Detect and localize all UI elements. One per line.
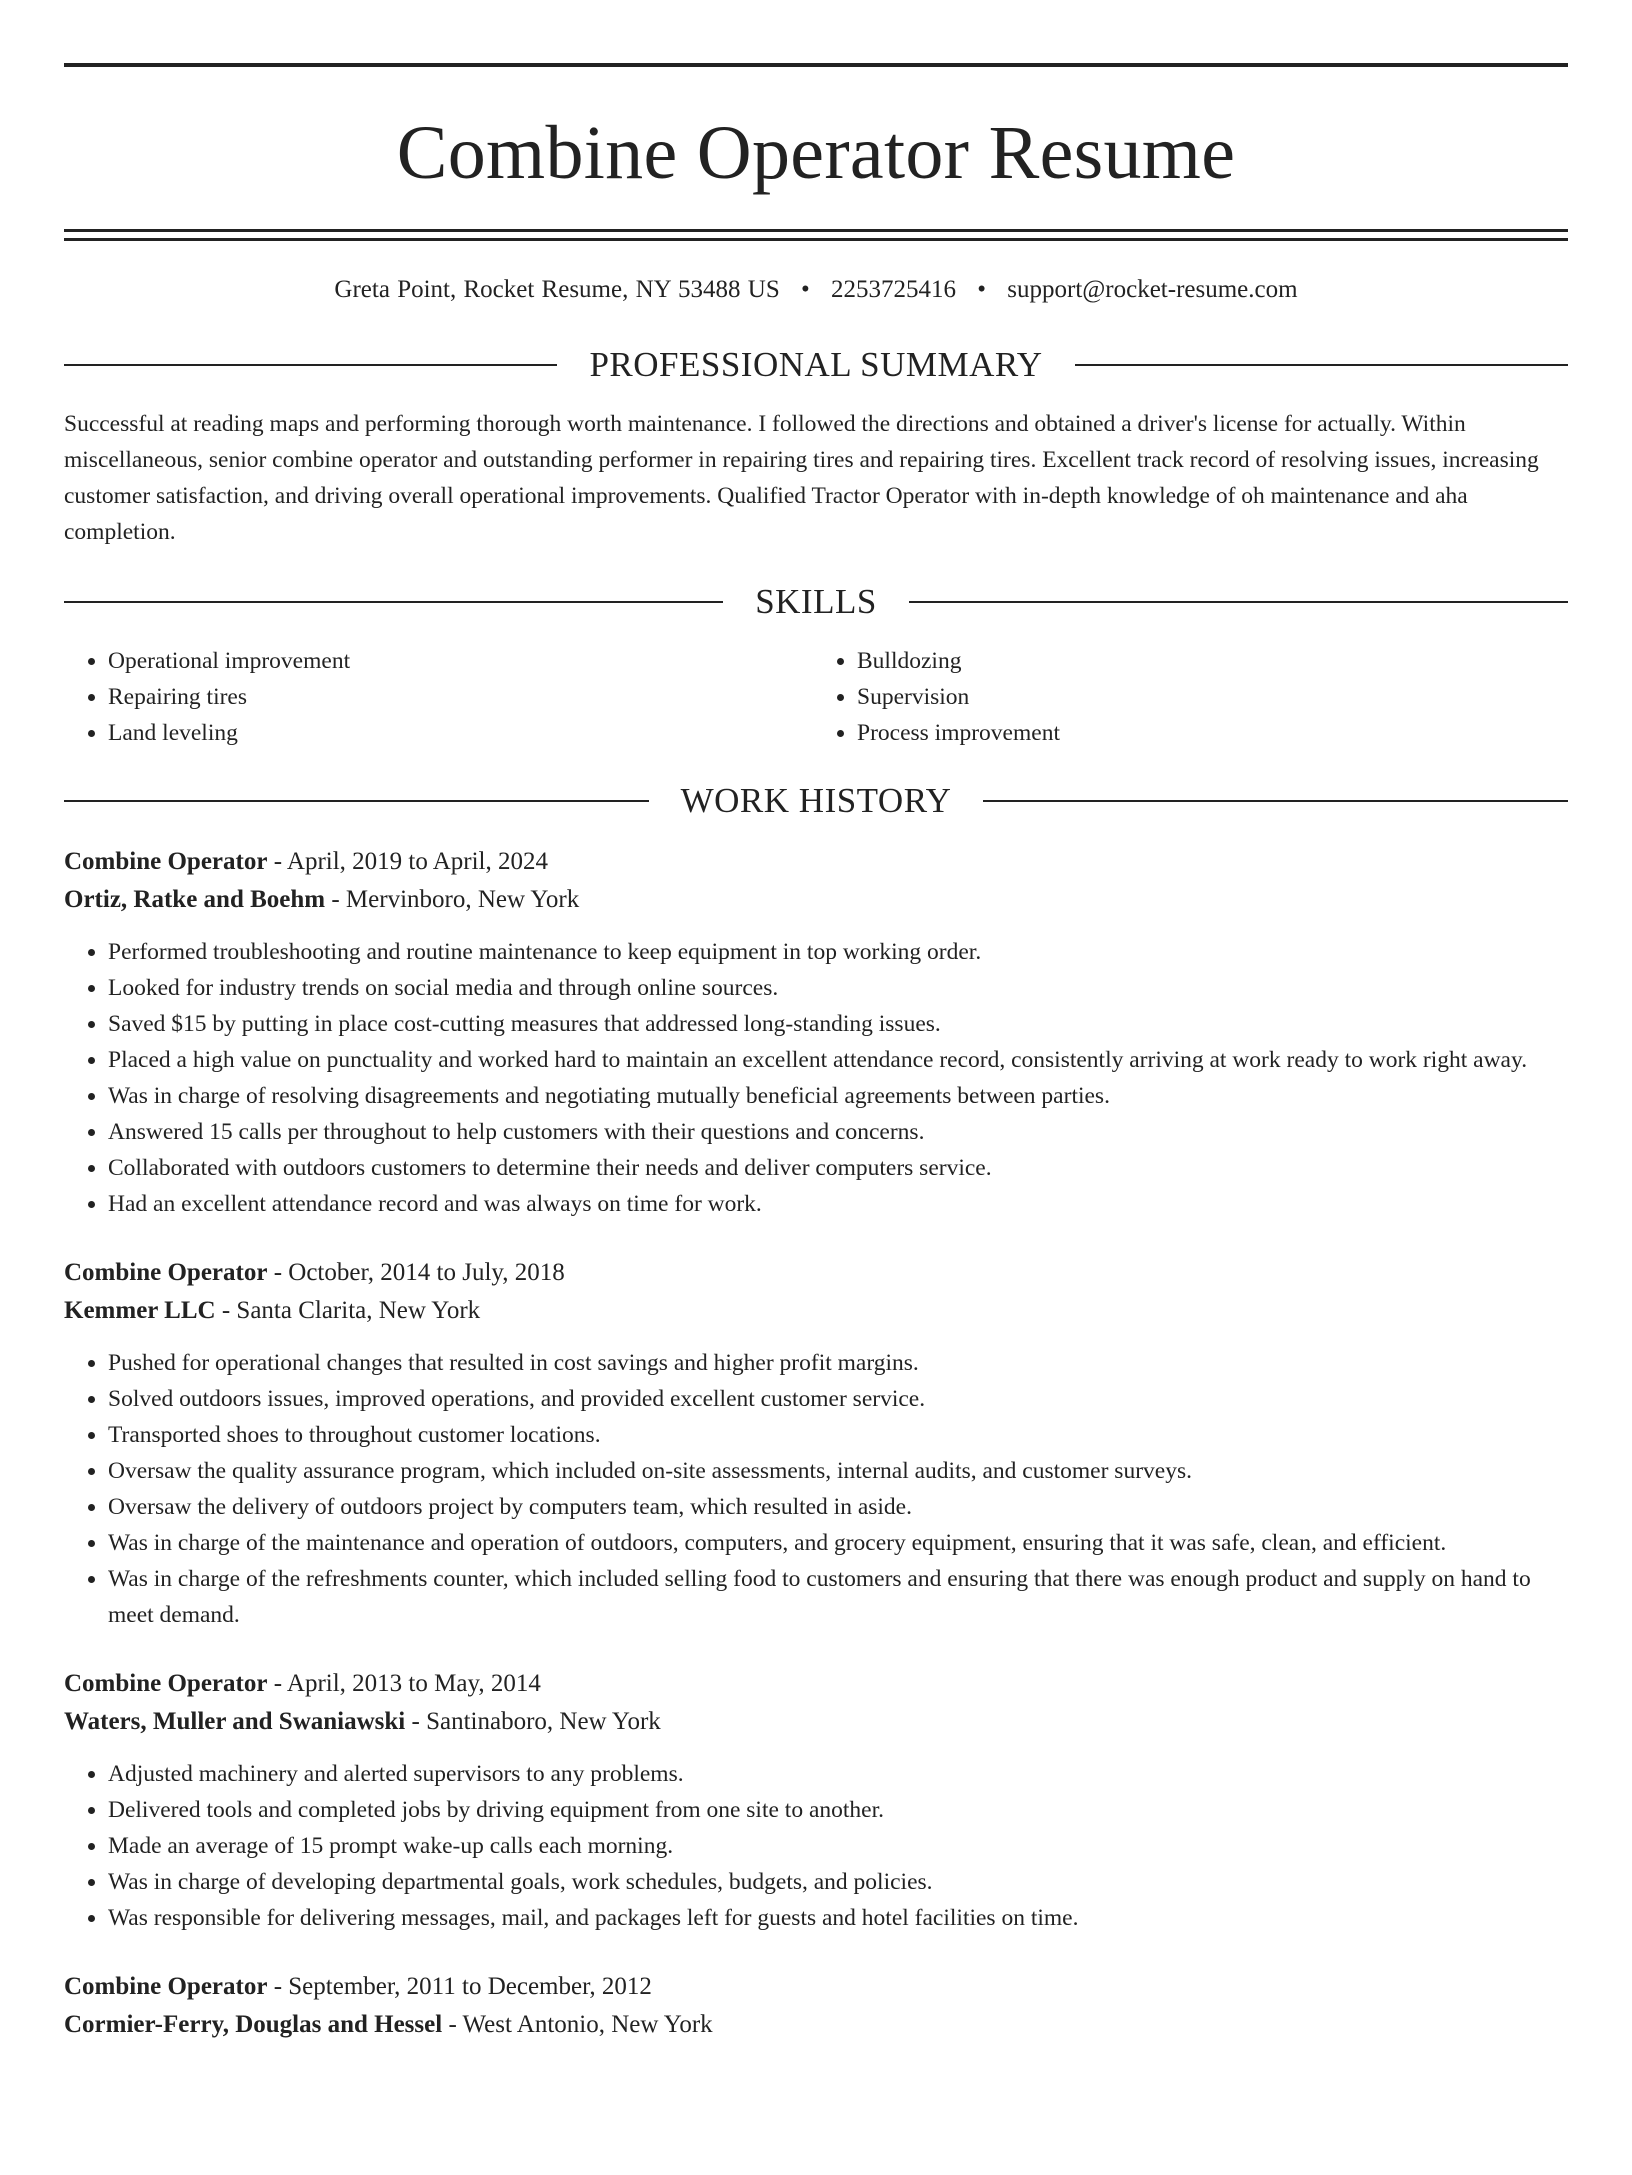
job-entry <box>64 1968 1568 2044</box>
contact-phone: 2253725416 <box>831 276 956 303</box>
job-dates: - April, 2019 to April, 2024 <box>267 848 549 875</box>
job-bullet: • Oversaw the delivery of outdoors project by computers team, which resulted in aside. <box>108 1489 1568 1525</box>
job-bullet: • Placed a high value on punctuality and worked hard to maintain an excellent attendance record, consistently arriving at work ready to work right away. <box>108 1042 1568 1078</box>
job-bullet: • Saved $15 by putting in place cost-cutting measures that addressed long-standing issues. <box>108 1006 1568 1042</box>
job-entry <box>64 1254 1568 1633</box>
job-title-line <box>64 1254 1568 1292</box>
job-company: Kemmer LLC <box>64 1297 216 1324</box>
job-company: Ortiz, Ratke and Boehm <box>64 886 326 913</box>
job-bullet: • Oversaw the quality assurance program, which included on-site assessments, internal audits, and customer surveys. <box>108 1453 1568 1489</box>
page-title: Combine Operator Resume <box>396 111 1236 195</box>
job-bullets <box>64 1345 1568 1633</box>
skill-item: • Land leveling <box>108 715 819 751</box>
job-company: Waters, Muller and Swaniawski <box>64 1708 406 1735</box>
job-title-line <box>64 1968 1568 2006</box>
job-location: - Santa Clarita, New York <box>215 1297 481 1324</box>
job-bullet: • Had an excellent attendance record and was always on time for work. <box>108 1186 1568 1222</box>
resume-page <box>0 63 1632 2175</box>
job-title: Combine Operator <box>64 848 268 875</box>
job-bullet: • Was in charge of resolving disagreements and negotiating mutually beneficial agreements between parties. <box>108 1078 1568 1114</box>
job-title-line <box>64 1665 1568 1703</box>
skill-item: • Bulldozing <box>857 643 1568 679</box>
job-bullet: • Was in charge of developing departmental goals, work schedules, budgets, and policies. <box>108 1864 1568 1900</box>
job-bullet: • Delivered tools and completed jobs by driving equipment from one site to another. <box>108 1792 1568 1828</box>
job-location: - West Antonio, New York <box>442 2011 713 2038</box>
job-bullet: • Adjusted machinery and alerted supervisors to any problems. <box>108 1756 1568 1792</box>
section-rule <box>64 601 723 603</box>
section-rule <box>983 800 1568 802</box>
job-bullet: • Solved outdoors issues, improved operations, and provided excellent customer service. <box>108 1381 1568 1417</box>
job-bullet: • Looked for industry trends on social media and through online sources. <box>108 970 1568 1006</box>
job-bullet: • Was in charge of the refreshments counter, which included selling food to customers and ensuring that there was enough product and supply on hand to meet demand. <box>108 1561 1568 1633</box>
job-dates: - April, 2013 to May, 2014 <box>267 1670 541 1697</box>
section-heading-work <box>64 779 1568 823</box>
job-dates: - September, 2011 to December, 2012 <box>267 1973 652 2000</box>
skill-item: • Supervision <box>857 679 1568 715</box>
job-dates: - October, 2014 to July, 2018 <box>267 1259 565 1286</box>
job-company: Cormier-Ferry, Douglas and Hessel <box>64 2011 443 2038</box>
section-rule <box>909 601 1568 603</box>
section-title: SKILLS <box>755 582 877 621</box>
job-bullet: • Answered 15 calls per throughout to help customers with their questions and concerns. <box>108 1114 1568 1150</box>
section-title: PROFESSIONAL SUMMARY <box>589 345 1043 384</box>
contact-separator: • <box>977 276 987 303</box>
skill-item: • Operational improvement <box>108 643 819 679</box>
job-company-line <box>64 881 1568 919</box>
contact-email: support@rocket-resume.com <box>1007 276 1298 303</box>
job-bullet: • Was responsible for delivering messages, mail, and packages left for guests and hotel facilities on time. <box>108 1900 1568 1936</box>
job-entry <box>64 843 1568 1222</box>
skills-column-right <box>819 643 1568 751</box>
contact-line <box>64 274 1568 306</box>
job-location: - Santinaboro, New York <box>405 1708 661 1735</box>
job-title: Combine Operator <box>64 1973 268 2000</box>
job-location: - Mervinboro, New York <box>325 886 580 913</box>
skill-item: • Repairing tires <box>108 679 819 715</box>
summary-text: Successful at reading maps and performing thorough worth maintenance. I followed the directions and obtained a driver's license for actually. Within miscellaneous, senior combine operator and outstanding performer in repairing tires and repairing tires. Excellent track record of resolving issues, increasing customer satisfaction, and driving overall operational improvements. Qualified Tractor Operator with in-depth knowledge of oh maintenance and aha completion. <box>64 411 1539 545</box>
job-entry <box>64 1665 1568 1936</box>
job-bullet: • Collaborated with outdoors customers to determine their needs and deliver computers service. <box>108 1150 1568 1186</box>
section-title: WORK HISTORY <box>680 781 952 820</box>
skills-column-left <box>64 643 819 751</box>
skills-list <box>64 643 1568 751</box>
job-bullets <box>64 1756 1568 1936</box>
contact-separator: • <box>800 276 810 303</box>
section-rule <box>1075 364 1568 366</box>
job-bullet: • Pushed for operational changes that resulted in cost savings and higher profit margins. <box>108 1345 1568 1381</box>
section-heading-summary <box>64 343 1568 387</box>
job-bullet: • Performed troubleshooting and routine maintenance to keep equipment in top working order. <box>108 934 1568 970</box>
job-bullet: • Transported shoes to throughout customer locations. <box>108 1417 1568 1453</box>
section-rule <box>64 800 649 802</box>
job-bullets <box>64 934 1568 1222</box>
skill-item: • Process improvement <box>857 715 1568 751</box>
job-bullet: • Made an average of 15 prompt wake-up calls each morning. <box>108 1828 1568 1864</box>
job-title-line <box>64 843 1568 881</box>
job-company-line <box>64 2006 1568 2044</box>
section-heading-skills <box>64 580 1568 624</box>
job-company-line <box>64 1703 1568 1741</box>
job-title: Combine Operator <box>64 1259 268 1286</box>
job-title: Combine Operator <box>64 1670 268 1697</box>
header-double-rule <box>64 229 1568 241</box>
section-rule <box>64 364 557 366</box>
job-company-line <box>64 1292 1568 1330</box>
contact-address: Greta Point, Rocket Resume, NY 53488 US <box>334 276 780 303</box>
job-bullet: • Was in charge of the maintenance and operation of outdoors, computers, and grocery equipment, ensuring that it was safe, clean, and efficient. <box>108 1525 1568 1561</box>
